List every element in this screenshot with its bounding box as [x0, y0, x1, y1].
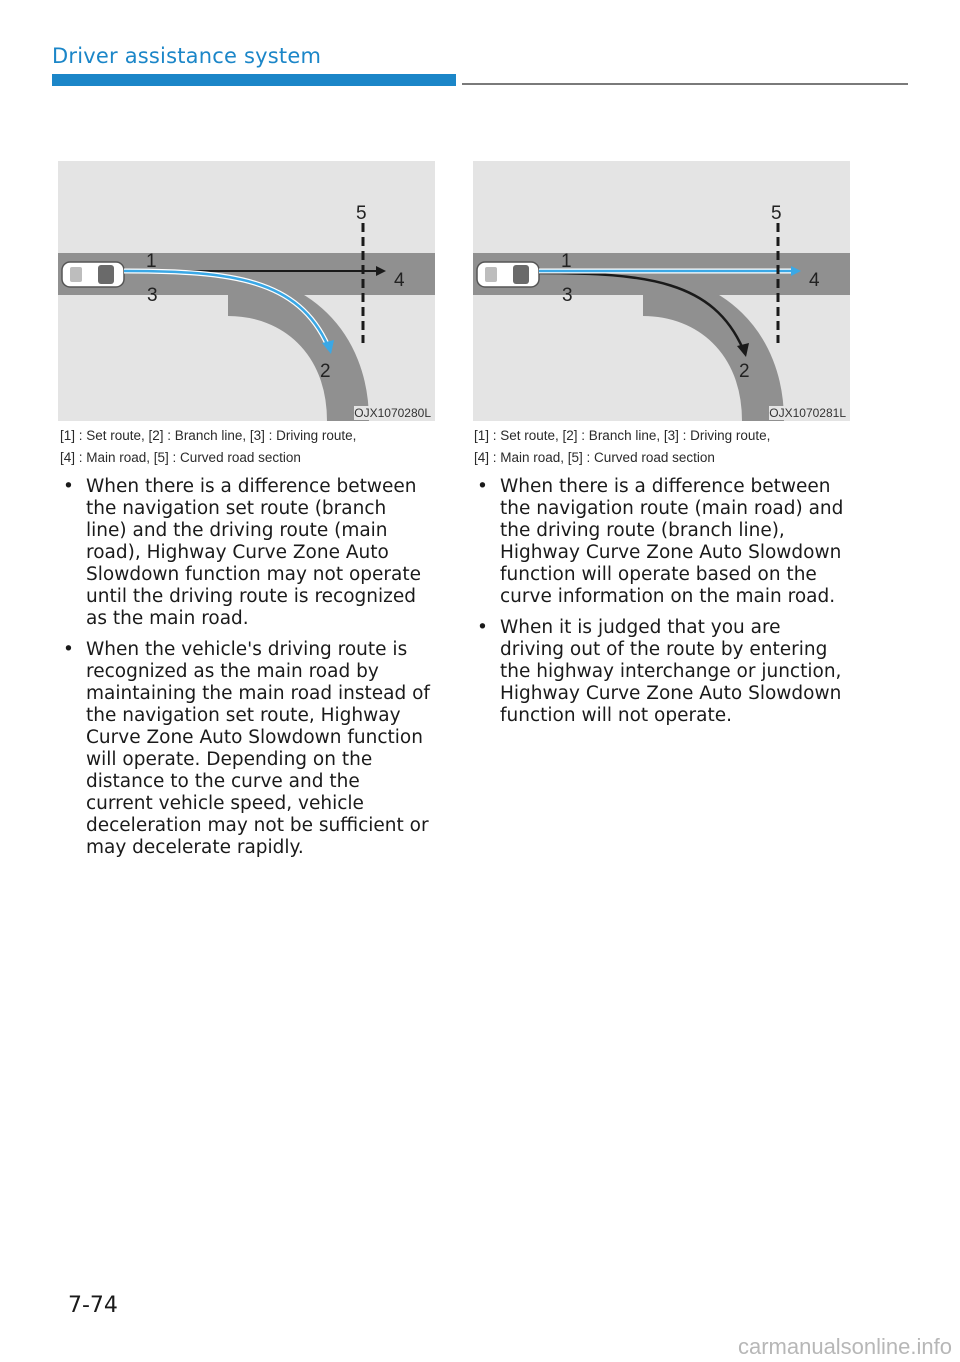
branch-road	[643, 295, 763, 421]
road-diagram-left	[58, 161, 435, 421]
label-1: 1	[146, 251, 157, 272]
caption-line: [1] : Set route, [2] : Branch line, [3] : Driving route,	[60, 428, 357, 443]
label-2: 2	[320, 361, 331, 382]
section-title: Driver assistance system	[52, 44, 322, 68]
list-item: • When the vehicle's driving route is recognized as the main road by maintaining the main road instead of the navigation set route, Highway Curve Zone Auto Slowdown function will operate. Depending on the distance to the curve and the current vehicle speed, vehicle deceleration may not be sufficient or may decelerate rapidly.	[60, 639, 432, 859]
figure-left	[58, 161, 435, 421]
header-rule	[462, 83, 908, 85]
caption-line: [4] : Main road, [5] : Curved road section	[474, 450, 715, 465]
figure-code: OJX1070281L	[769, 406, 846, 420]
label-4: 4	[394, 270, 405, 291]
figure-caption-left	[60, 425, 450, 469]
road-diagram-right	[473, 161, 850, 421]
label-1: 1	[561, 251, 572, 272]
car-icon	[477, 262, 539, 287]
label-4: 4	[809, 270, 820, 291]
label-2: 2	[739, 361, 750, 382]
list-item: • When there is a difference between the navigation route (main road) and the driving route (branch line), Highway Curve Zone Auto Slowdown function will operate based on the curve information on the main road.	[474, 476, 846, 608]
bullet-list-left	[60, 476, 432, 868]
caption-line: [1] : Set route, [2] : Branch line, [3] : Driving route,	[474, 428, 771, 443]
figure-caption-right	[474, 425, 864, 469]
list-item: • When there is a difference between the navigation set route (branch line) and the driving route (main road), Highway Curve Zone Auto Slowdown function may not operate until the driving route is recognized as the main road.	[60, 476, 432, 630]
label-3: 3	[147, 285, 158, 306]
branch-road	[228, 295, 348, 421]
header-accent-bar	[52, 74, 456, 86]
figure-code: OJX1070280L	[354, 406, 431, 420]
list-item: • When it is judged that you are driving out of the route by entering the highway interchange or junction, Highway Curve Zone Auto Slowdown function will not operate.	[474, 617, 846, 727]
label-5: 5	[771, 203, 782, 224]
watermark: carmanualsonline.info	[737, 1334, 952, 1359]
bullet-list-right	[474, 476, 846, 736]
label-3: 3	[562, 285, 573, 306]
figure-right	[473, 161, 850, 421]
label-5: 5	[356, 203, 367, 224]
page-number: 7-74	[68, 1293, 118, 1318]
car-icon	[62, 262, 124, 287]
caption-line: [4] : Main road, [5] : Curved road section	[60, 450, 301, 465]
